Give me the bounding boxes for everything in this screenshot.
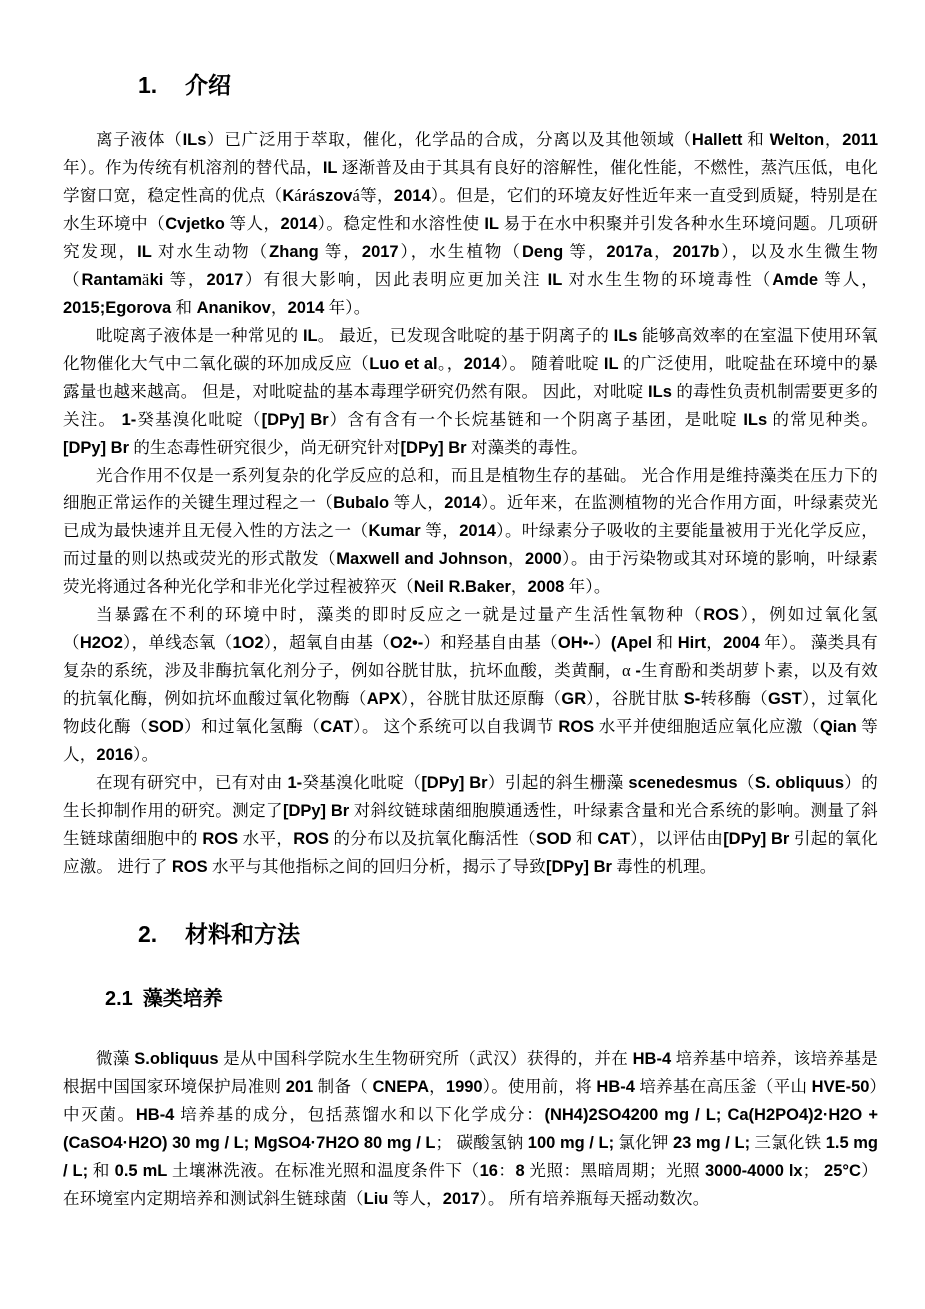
subsection-heading-algae-culture: [63, 985, 878, 1013]
section-title-intro: 介绍: [185, 72, 231, 98]
paragraph-methods-1: 微藻 S.obliquus 是从中国科学院水生生物研究所（武汉）获得的，并在 HB-4 培养基中培养，该培养基是根据中国国家环境保护局准则 201 制备（ CNEPA，1990）。使用前，将 HB-4 培养基在高压釜（平山 HVE-50）中灭菌。HB-4 培养基的成分，包括蒸馏水和以下化学成分：(NH4)2SO4200 mg / L; Ca(H2PO4)2·H2O + (CaSO4·H2O) 30 mg / L; MgSO4·7H2O 80 mg / L； 碳酸氢钠 100 mg / L; 氯化钾 23 mg / L; 三氯化铁 1.5 mg / L; 和 0.5 mL 土壤淋洗液。在标准光照和温度条件下（16：8 光照：黑暗周期；光照 3000-4000 lx； 25°C）在环境室内定期培养和测试斜生链球菌（Liu 等人，2017）。 所有培养瓶每天摇动数次。: [63, 1049, 879, 1208]
paragraph-intro-1: 离子液体（ILs）已广泛用于萃取，催化，化学品的合成，分离以及其他领域（Hallett 和 Welton，2011 年）。作为传统有机溶剂的替代品，IL 逐渐普及由于其具有良好的溶解性，催化性能，不燃性，蒸汽压低，电化学窗口宽，稳定性高的优点（Kárászová等，2014）。但是，它们的环境友好性近年来一直受到质疑，特别是在水生环境中（Cvjetko 等人，2014）。稳定性和水溶性使 IL 易于在水中积聚并引发各种水生环境问题。几项研究发现，IL 对水生动物（Zhang 等，2017），水生植物（Deng 等，2017a，2017b），以及水生微生物（Rantamäki 等，2017）有很大影响，因此表明应更加关注 IL 对水生生物的环境毒性（Amde 等人，2015;Egorova 和 Ananikov，2014 年）。: [63, 130, 879, 317]
section-heading-methods: [63, 919, 878, 949]
paragraph-intro-3: 光合作用不仅是一系列复杂的化学反应的总和，而且是植物生存的基础。 光合作用是维持藻类在压力下的细胞正常运作的关键生理过程之一（Bubalo 等人，2014）。近年来，在监测植物的光合作用方面，叶绿素荧光已成为最快速并且无侵入性的方法之一（Kumar 等，2014）。叶绿素分子吸收的主要能量被用于光化学反应，而过量的则以热或荧光的形式散发（Maxwell and Johnson，2000）。由于污染物或其对环境的影响，叶绿素荧光将通过各种光化学和非光化学过程被猝灭（Neil R.Baker，2008 年）。: [63, 466, 879, 596]
section-number-intro: 1.: [138, 72, 158, 98]
paragraph-intro-5: 在现有研究中，已有对由 1-癸基溴化吡啶（[DPy] Br）引起的斜生栅藻 scenedesmus（S. obliquus）的生长抑制作用的研究。测定了[DPy] Br 对斜纹链球菌细胞膜通透性，叶绿素含量和光合系统的影响。测量了斜生链球菌细胞中的 ROS 水平，ROS 的分布以及抗氧化酶活性（SOD 和 CAT），以评估由[DPy] Br 引起的氧化应激。 进行了 ROS 水平与其他指标之间的回归分析，揭示了导致[DPy] Br 毒性的机理。: [63, 773, 879, 876]
paragraph-intro-4: 当暴露在不利的环境中时，藻类的即时反应之一就是过量产生活性氧物种（ROS），例如过氧化氢（H2O2），单线态氧（1O2），超氧自由基（O2•-）和羟基自由基（OH•-）(Apel 和 Hirt，2004 年）。 藻类具有复杂的系统，涉及非酶抗氧化剂分子，例如谷胱甘肽，抗坏血酸，类黄酮，α -生育酚和类胡萝卜素，以及有效的抗氧化酶，例如抗坏血酸过氧化物酶（APX），谷胱甘肽还原酶（GR），谷胱甘肽 S-转移酶（GST），过氧化物歧化酶（SOD）和过氧化氢酶（CAT）。 这个系统可以自我调节 ROS 水平并使细胞适应氧化应激（Qian 等人，2016）。: [63, 605, 879, 764]
section-number-methods: 2.: [138, 921, 158, 947]
subsection-number: 2.1: [105, 988, 133, 1010]
section-heading-intro: [63, 70, 878, 100]
subsection-title: 藻类培养: [142, 988, 223, 1010]
paragraph-intro-2: 吡啶离子液体是一种常见的 IL。 最近，已发现含吡啶的基于阴离子的 ILs 能够高效率的在室温下使用环氧化物催化大气中二氧化碳的环加成反应（Luo et al。，2014）。 随着吡啶 IL 的广泛使用，吡啶盐在环境中的暴露量也越来越高。 但是，对吡啶盐的基本毒理学研究仍然有限。 因此，对吡啶 ILs 的毒性负责机制需要更多的关注。 1-癸基溴化吡啶（[DPy] Br）含有含有一个长烷基链和一个阴离子基团，是吡啶 ILs 的常见种类。 [DPy] Br 的生态毒性研究很少，尚无研究针对[DPy] Br 对藻类的毒性。: [63, 326, 879, 457]
section-title-methods: 材料和方法: [185, 921, 300, 947]
